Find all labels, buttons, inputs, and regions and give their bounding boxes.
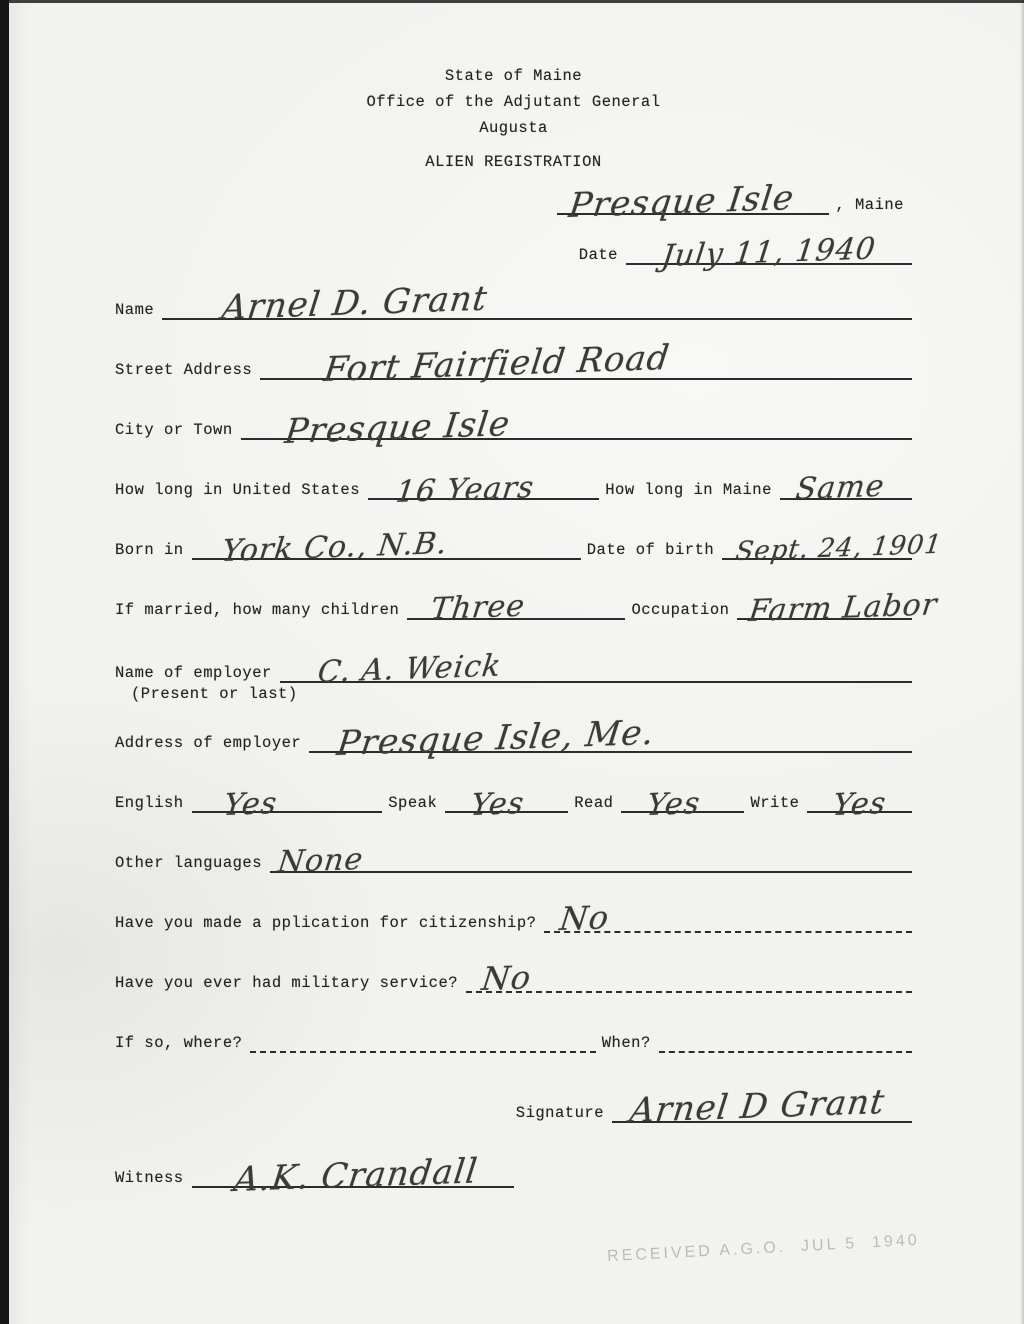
city-label: City or Town [115, 421, 233, 439]
row-name [115, 278, 912, 329]
children-label: If married, how many children [115, 601, 400, 619]
children-line [407, 588, 625, 628]
write-handwriting: Yes [831, 785, 889, 824]
read-line [621, 785, 744, 824]
speak-line [445, 785, 568, 824]
speak-label: Speak [388, 794, 438, 812]
read-label: Read [574, 794, 614, 812]
where-line [250, 1031, 595, 1053]
citizenship-label: Have you made a pplication for citizenship? [115, 914, 537, 932]
place-handwriting: Presque Isle [567, 177, 797, 227]
row-language-skills [115, 785, 912, 824]
employer-address-label: Address of employer [115, 734, 302, 752]
children-handwriting: Three [429, 588, 528, 628]
other-languages-label: Other languages [115, 854, 263, 872]
received-stamp: RECEIVED A.G.O. JUL 5 1940 [606, 1231, 921, 1266]
where-label: If so, where? [115, 1034, 243, 1052]
born-line [192, 525, 581, 570]
form-title: ALIEN REGISTRATION [425, 153, 602, 171]
employer-label: Name of employer [115, 664, 272, 682]
row-witness [115, 1151, 912, 1201]
letterhead [115, 63, 912, 141]
occupation-handwriting: Farm Labor [747, 587, 940, 630]
military-handwriting: No [479, 958, 534, 999]
employer-address-handwriting: Presque Isle, Me. [334, 712, 658, 765]
other-languages-line [270, 841, 912, 881]
letterhead-state: State of Maine [444, 67, 583, 85]
us-years-label: How long in United States [115, 481, 361, 499]
citizenship-line [544, 898, 912, 939]
other-languages-handwriting: None [275, 841, 366, 881]
row-other-languages [115, 841, 912, 881]
street-line [260, 337, 912, 391]
witness-handwriting: A.K. Crandall [231, 1151, 480, 1201]
row-city [115, 403, 912, 453]
row-place [115, 177, 912, 227]
row-employer-sublabel [115, 685, 912, 703]
witness-line [192, 1151, 514, 1201]
employer-handwriting: C. A. Weick [315, 648, 504, 691]
dob-line [722, 529, 945, 568]
maine-years-line [780, 468, 912, 508]
signature-handwriting: Arnel D Grant [627, 1081, 888, 1132]
occupation-line [737, 587, 940, 630]
maine-years-handwriting: Same [793, 468, 887, 508]
row-date [115, 231, 912, 275]
date-handwriting: July 11, 1940 [659, 231, 878, 275]
row-street [115, 337, 912, 391]
born-label: Born in [115, 541, 184, 559]
row-birth [115, 525, 945, 570]
place-suffix: , Maine [835, 196, 904, 214]
write-label: Write [750, 794, 800, 812]
when-line [659, 1031, 912, 1053]
us-years-line [368, 470, 599, 511]
military-label: Have you ever had military service? [115, 974, 459, 992]
form-page [9, 3, 1024, 1324]
maine-years-label: How long in Maine [605, 481, 772, 499]
born-handwriting: York Co., N.B. [219, 525, 450, 570]
english-handwriting: Yes [221, 785, 280, 824]
street-label: Street Address [115, 361, 253, 379]
witness-label: Witness [115, 1169, 184, 1187]
row-duration [115, 468, 912, 511]
name-handwriting: Arnel D. Grant [219, 278, 491, 329]
english-line [192, 785, 383, 824]
us-years-handwriting: 16 Years [393, 470, 537, 511]
english-label: English [115, 794, 184, 812]
occupation-label: Occupation [631, 601, 730, 619]
employer-address-line [309, 712, 912, 765]
military-line [466, 958, 912, 999]
row-employer-address [115, 712, 912, 765]
row-military [115, 958, 912, 999]
dob-handwriting: Sept. 24, 1901 [733, 529, 945, 568]
read-handwriting: Yes [645, 785, 703, 824]
name-line [162, 278, 912, 329]
signature-line [612, 1081, 912, 1132]
speak-handwriting: Yes [469, 785, 527, 824]
date-line [626, 231, 912, 275]
place-line [557, 177, 829, 227]
when-label: When? [601, 1034, 651, 1052]
name-label: Name [115, 301, 155, 319]
write-line [807, 785, 912, 824]
row-employer [115, 648, 912, 691]
row-citizenship [115, 898, 912, 939]
city-handwriting: Presque Isle [282, 403, 513, 453]
dob-label: Date of birth [586, 541, 715, 559]
employer-line [280, 648, 912, 691]
date-label: Date [578, 246, 618, 264]
letterhead-city: Augusta [479, 119, 548, 137]
signature-label: Signature [515, 1104, 604, 1122]
street-handwriting: Fort Fairfield Road [321, 337, 673, 391]
citizenship-handwriting: No [558, 898, 613, 939]
employer-sublabel: (Present or last) [131, 685, 298, 703]
row-where-when [115, 1031, 912, 1053]
scan-edge-left [0, 0, 9, 1324]
row-family [115, 587, 940, 630]
city-line [241, 403, 912, 453]
letterhead-office: Office of the Adjutant General [366, 93, 661, 111]
row-signature [115, 1081, 912, 1132]
